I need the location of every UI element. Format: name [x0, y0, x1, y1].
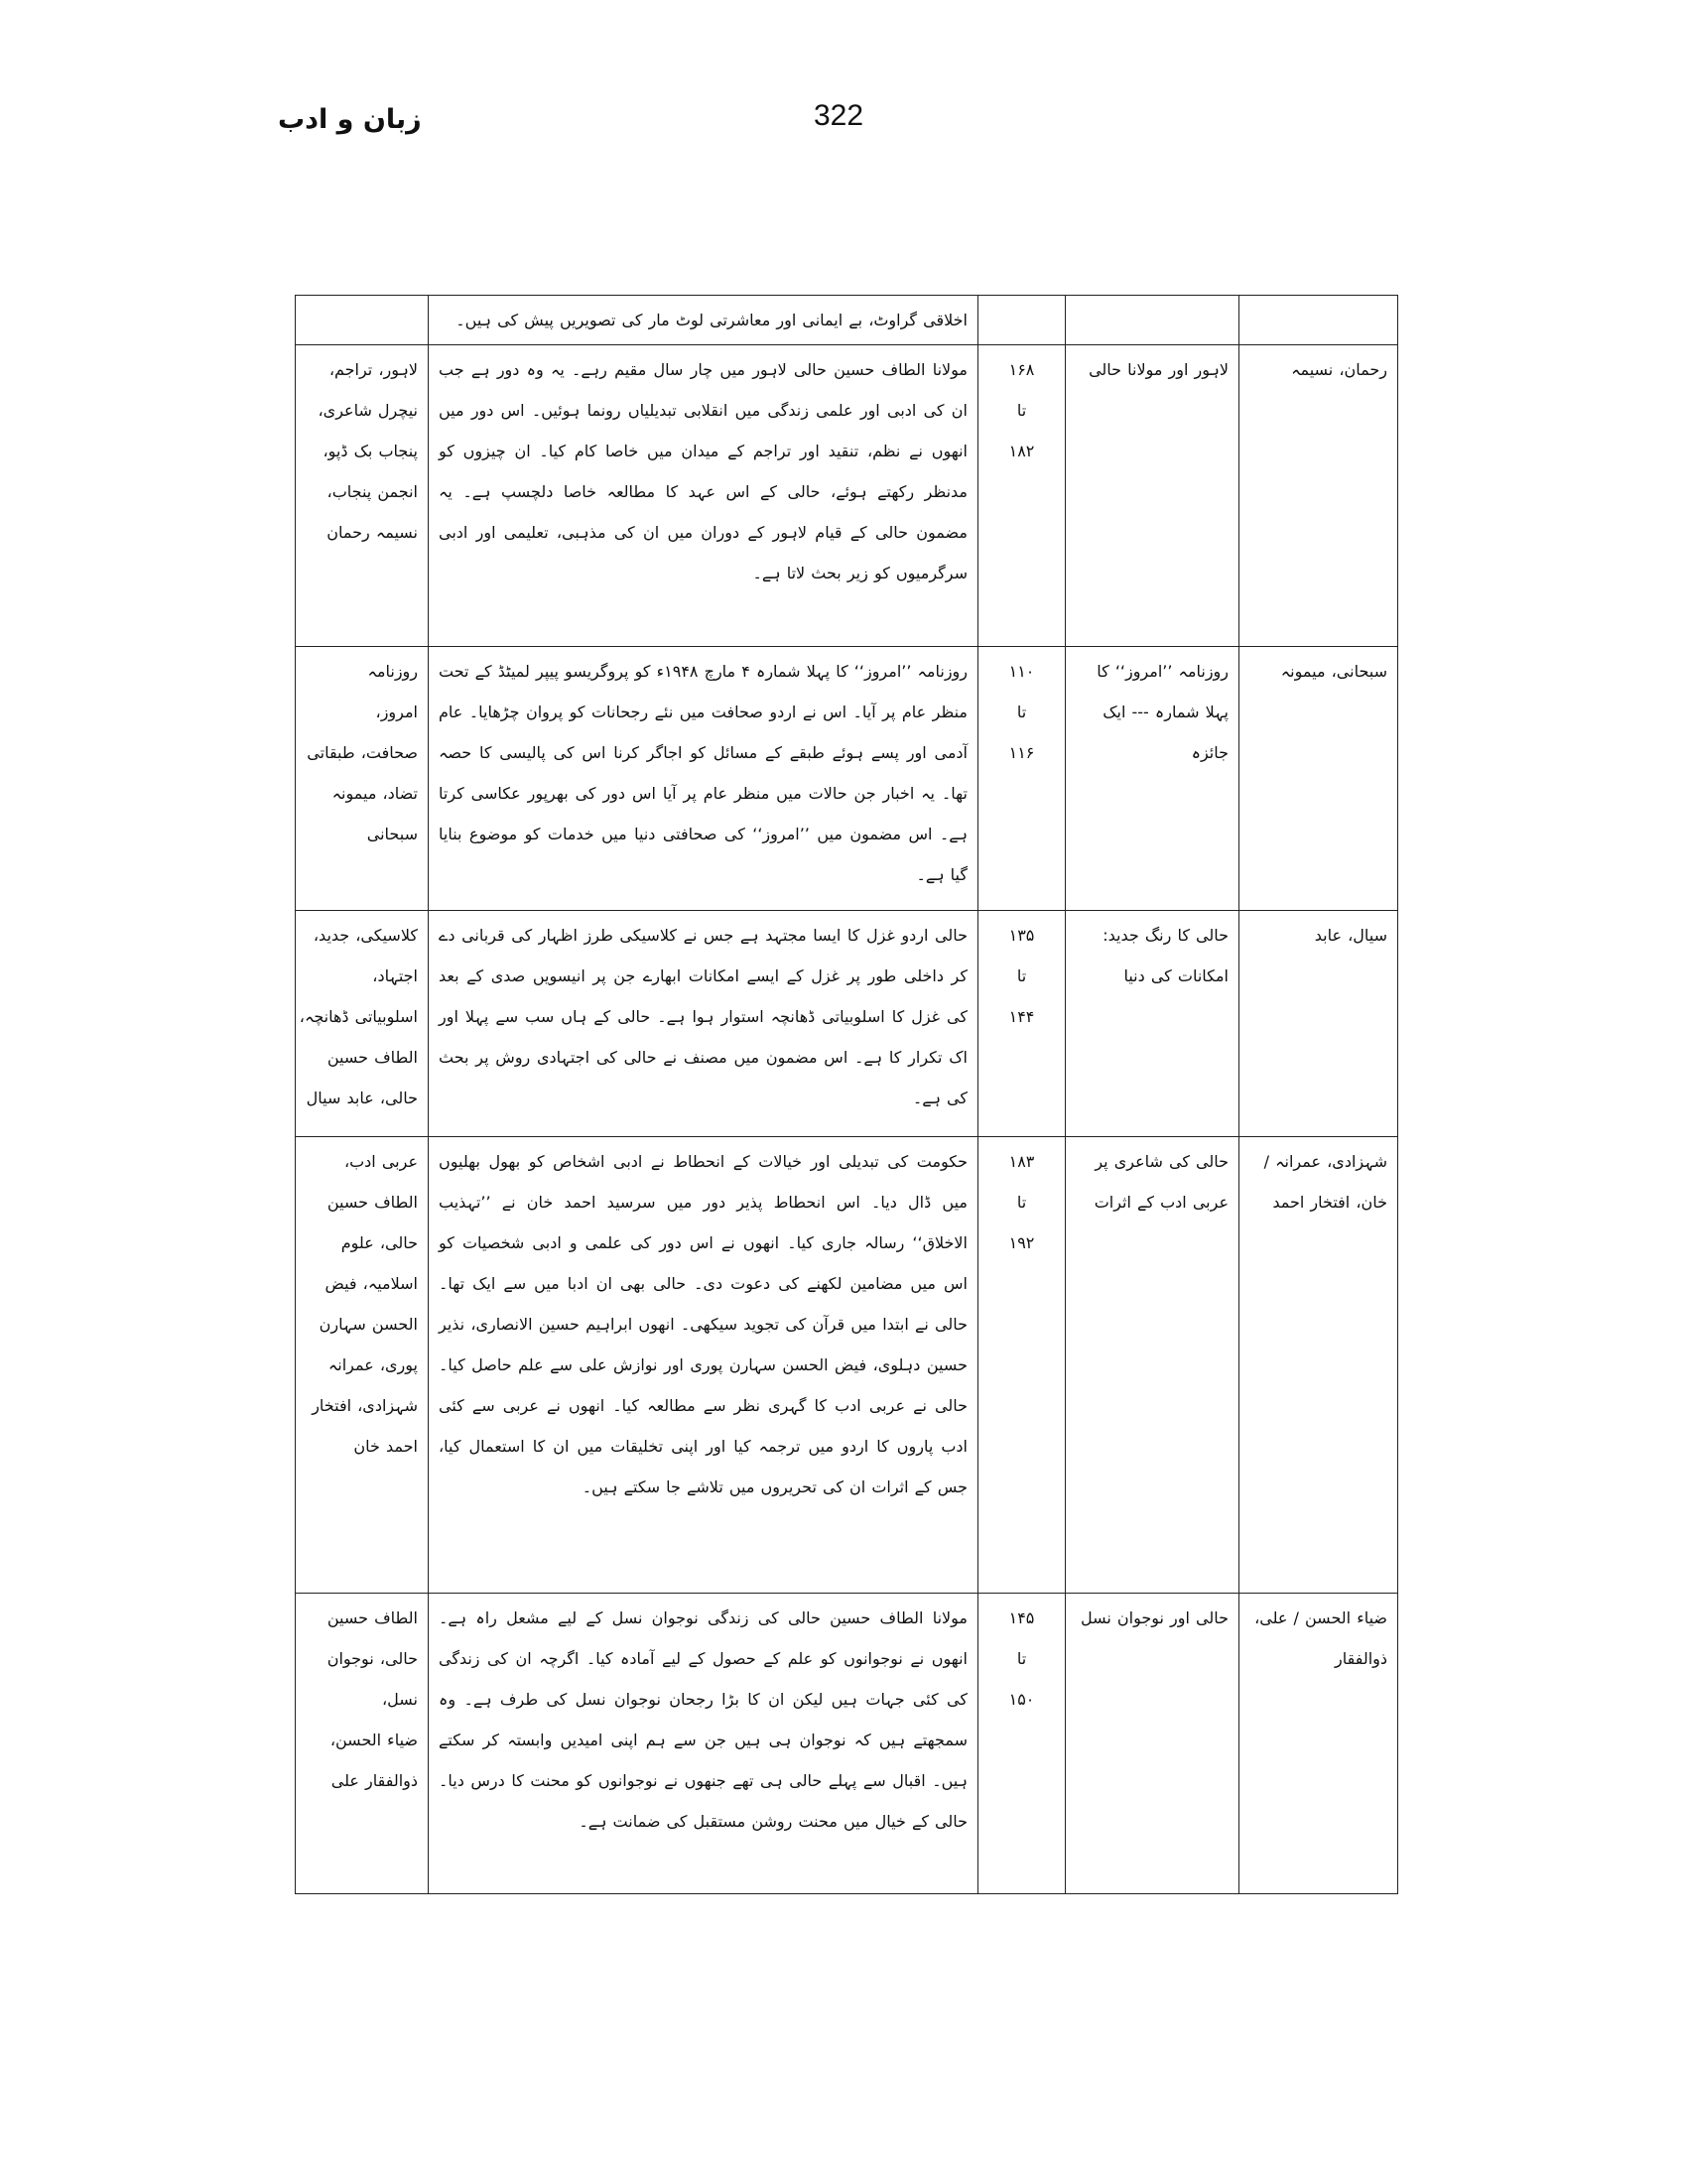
keyword-line: حالی، علوم [340, 1233, 418, 1252]
keywords-cell [296, 647, 429, 911]
keyword-line: نسل، [381, 1690, 418, 1709]
keyword-line: روزنامہ [367, 662, 418, 681]
description-cell: روزنامہ ’’امروز‘‘ کا پہلا شمارہ ۴ مارچ ۱۹۴۸ء کو پروگریسو پیپر لمیٹڈ کے تحت منظر عام پر آیا۔ اس نے اردو صحافت میں نئے رجحانات کو پروان چڑھایا۔ عام آدمی اور پسے ہوئے طبقے کے مسائل کو اجاگر کرنا اس کی پالیسی کا حصہ تھا۔ یہ اخبار جن حالات میں منظر عام پر آیا اس دور کی بھرپور عکاسی کرتا ہے۔ اس مضمون میں ’’امروز‘‘ کی صحافتی دنیا میں خدمات کو موضوع بنایا گیا ہے۔ [429, 647, 978, 911]
keyword-line: انجمن پنجاب، [326, 482, 418, 501]
description-cell: حکومت کی تبدیلی اور خیالات کے انحطاط نے ادبی اشخاص کو بھول بھلیوں میں ڈال دیا۔ اس انحطاط پذیر دور میں سرسید احمد خان نے ’’تہذیب الاخلاق‘‘ رسالہ جاری کیا۔ انھوں نے اس دور کی علمی و ادبی شخصیات کو اس میں مضامین لکھنے کی دعوت دی۔ حالی بھی ان ادبا میں سے ایک تھا۔ حالی نے ابتدا میں قرآن کی تجوید سیکھی۔ انھوں ابراہیم حسین الانصاری، نذیر حسین دہلوی، فیض الحسن سہارن پوری اور نوازش علی سے علم حاصل کیا۔ حالی نے عربی ادب کا گہری نظر سے مطالعہ کیا۔ انھوں نے عربی سے کئی ادب پاروں کا اردو میں ترجمہ کیا اور اپنی تخلیقات میں ان کا استعمال کیا، جس کے اثرات ان کی تحریروں میں تلاشے جا سکتے ہیں۔ [429, 1137, 978, 1594]
author-cell: شہزادی، عمرانہ / خان، افتخار احمد [1239, 1137, 1398, 1594]
table-row [296, 1594, 1398, 1894]
page-start: ۱۶۸ [1008, 360, 1035, 379]
keyword-line: حالی، نوجوان [326, 1649, 418, 1668]
journal-title: زبان و ادب [278, 104, 422, 135]
keyword-line: اسلامیہ، فیض [325, 1274, 418, 1293]
keywords-cell [296, 1137, 429, 1594]
keyword-line: شہزادی، افتخار [312, 1396, 418, 1415]
keyword-line: ضیاء الحسن، [329, 1731, 418, 1749]
pages-cell [978, 1137, 1066, 1594]
page-start: ۱۴۵ [1008, 1608, 1035, 1627]
page-range-separator: تا [1016, 1193, 1027, 1212]
title-cell: حالی کا رنگ جدید: امکانات کی دنیا [1066, 911, 1239, 1137]
page-end: ۱۴۴ [1008, 1007, 1035, 1026]
page-range-separator: تا [1016, 966, 1027, 985]
description-cell: مولانا الطاف حسین حالی لاہور میں چار سال مقیم رہے۔ یہ وہ دور ہے جب ان کی ادبی اور علمی زندگی میں انقلابی تبدیلیاں رونما ہوئیں۔ اس دور میں انھوں نے نظم، تنقید اور تراجم کے میدان میں خاصا کام کیا۔ ان چیزوں کو مدنظر رکھتے ہوئے، حالی کے اس عہد کا مطالعہ خاصا دلچسپ ہے۔ یہ مضمون حالی کے قیام لاہور کے دوران میں ان کی مذہبی، تعلیمی اور ادبی سرگرمیوں کو زیر بحث لاتا ہے۔ [429, 345, 978, 647]
keyword-line: تضاد، میمونہ [331, 784, 418, 803]
keyword-line: صحافت، طبقاتی [307, 743, 418, 762]
keyword-line: کلاسیکی، جدید، [313, 926, 418, 945]
keyword-line: سبحانی [366, 825, 418, 843]
keyword-line: ذوالفقار علی [330, 1771, 418, 1790]
keyword-line: پنجاب بک ڈپو، [323, 442, 418, 460]
author-cell [1239, 296, 1398, 345]
page-end: ۱۱۶ [1008, 743, 1035, 762]
keyword-line: احمد خان [353, 1437, 418, 1456]
pages-cell [978, 1594, 1066, 1894]
keywords-cell [296, 345, 429, 647]
page-range-separator: تا [1016, 703, 1027, 721]
keyword-line: الطاف حسین [326, 1193, 418, 1212]
keyword-line: امروز، [375, 703, 418, 721]
keywords-cell [296, 1594, 429, 1894]
page-end: ۱۸۲ [1008, 442, 1035, 460]
keyword-line: الحسن سہارن [319, 1315, 418, 1334]
keyword-line: الطاف حسین [326, 1608, 418, 1627]
table-row [296, 296, 1398, 345]
page-range-separator: تا [1016, 401, 1027, 420]
author-cell: ضیاء الحسن / علی، ذوالفقار [1239, 1594, 1398, 1894]
pages-cell [978, 911, 1066, 1137]
keyword-line: اسلوبیاتی ڈھانچہ، [299, 1007, 418, 1026]
title-cell: روزنامہ ’’امروز‘‘ کا پہلا شمارہ --- ایک جائزہ [1066, 647, 1239, 911]
title-cell: لاہور اور مولانا حالی [1066, 345, 1239, 647]
page-range-separator: تا [1016, 1649, 1027, 1668]
keyword-line: نسیمہ رحمان [326, 523, 418, 542]
pages-cell [978, 296, 1066, 345]
keyword-line: حالی، عابد سیال [306, 1089, 418, 1107]
author-cell: رحمان، نسیمہ [1239, 345, 1398, 647]
author-cell: سیال، عابد [1239, 911, 1398, 1137]
title-cell: حالی اور نوجوان نسل [1066, 1594, 1239, 1894]
pages-cell [978, 647, 1066, 911]
page-number: 322 [813, 99, 864, 132]
bibliography-table [295, 295, 1398, 1894]
author-cell: سبحانی، میمونہ [1239, 647, 1398, 911]
keywords-cell [296, 911, 429, 1137]
keyword-line: الطاف حسین [326, 1048, 418, 1067]
keyword-line: عربی ادب، [343, 1152, 418, 1171]
table-row [296, 1137, 1398, 1594]
title-cell: حالی کی شاعری پر عربی ادب کے اثرات [1066, 1137, 1239, 1594]
keyword-line: اجتہاد، [372, 966, 418, 985]
description-cell: حالی اردو غزل کا ایسا مجتہد ہے جس نے کلاسیکی طرز اظہار کی قربانی دے کر داخلی طور پر غزل کے ایسے امکانات ابھارے جن پر انیسویں صدی کے بعد کی غزل کا اسلوبیاتی ڈھانچہ استوار ہوا ہے۔ حالی کے ہاں سب سے پہلا اور اک تکرار کا ہے۔ اس مضمون میں مصنف نے حالی کی اجتہادی روش پر بحث کی ہے۔ [429, 911, 978, 1137]
page-end: ۱۵۰ [1008, 1690, 1035, 1709]
table-row [296, 911, 1398, 1137]
page-end: ۱۹۲ [1008, 1233, 1035, 1252]
table-row [296, 647, 1398, 911]
description-cell: مولانا الطاف حسین حالی کی زندگی نوجوان نسل کے لیے مشعل راہ ہے۔ انھوں نے نوجوانوں کو علم کے حصول کے لیے آمادہ کیا۔ اگرچہ ان کی زندگی کی کئی جہات ہیں لیکن ان کا بڑا رجحان نوجوان نسل کی طرف ہے۔ وہ سمجھتے ہیں کہ نوجوان ہی ہیں جن سے ہم اپنی امیدیں وابستہ کر سکتے ہیں۔ اقبال سے پہلے حالی ہی تھے جنھوں نے نوجوانوں کو محنت کا درس دیا۔ حالی کے خیال میں محنت روشن مستقبل کی ضمانت ہے۔ [429, 1594, 978, 1894]
page-start: ۱۱۰ [1008, 662, 1035, 681]
description-cell: اخلاقی گراوٹ، بے ایمانی اور معاشرتی لوٹ مار کی تصویریں پیش کی ہیں۔ [429, 296, 978, 345]
keywords-cell [296, 296, 429, 345]
table-row [296, 345, 1398, 647]
title-cell [1066, 296, 1239, 345]
page-start: ۱۸۳ [1008, 1152, 1035, 1171]
pages-cell [978, 345, 1066, 647]
keyword-line: پوری، عمرانہ [327, 1355, 418, 1374]
keyword-line: لاہور، تراجم، [328, 360, 418, 379]
page-start: ۱۳۵ [1008, 926, 1035, 945]
keyword-line: نیچرل شاعری، [318, 401, 418, 420]
